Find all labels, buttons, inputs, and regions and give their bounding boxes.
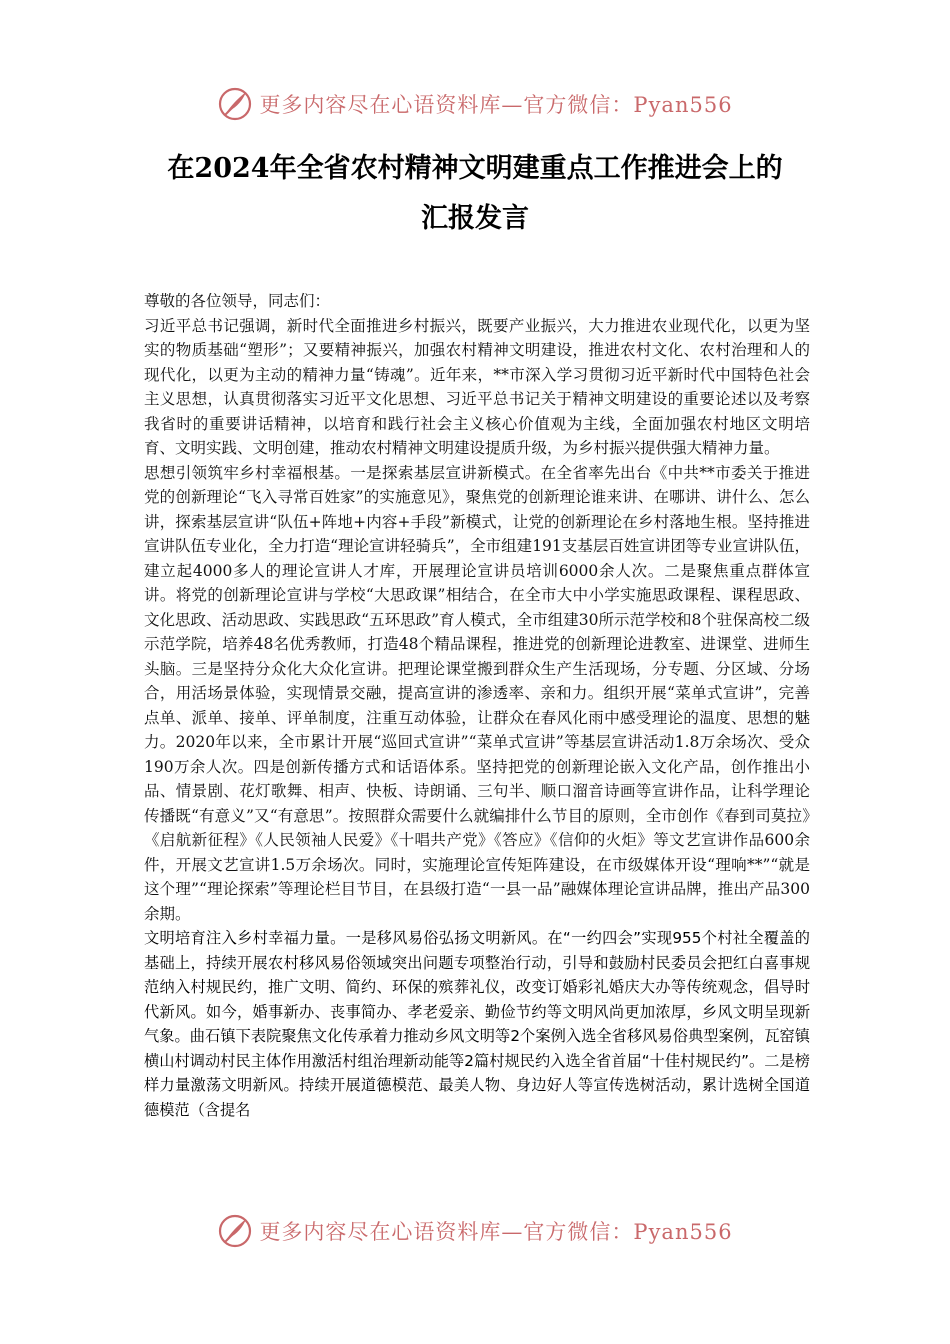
salutation: 尊敬的各位领导，同志们：: [144, 292, 331, 310]
quill-logo-icon: [217, 86, 253, 122]
watermark-text-bottom: 更多内容尽在心语资料库—官方微信：Pyan556: [259, 1220, 733, 1244]
watermark-banner-bottom: [0, 1211, 950, 1251]
watermark-banner-top: [0, 84, 950, 124]
document-title: [110, 144, 840, 244]
title-line-2: 汇报发言: [421, 203, 529, 234]
paragraph-civilization-cultivation: 文明培育注入乡村幸福力量。一是移风易俗弘扬文明新风。在“一约四会”实现955个村社全覆盖的基础上，持续开展农村移风易俗领域突出问题专项整治行动，引导和鼓励村民委员会把红白喜事规范纳入村规民约，推广文明、简约、环保的殡葬礼仪，改变订婚彩礼婚庆大办等传统观念，倡导时代新风。如今，婚事新办、丧事简办、孝老爱亲、勤俭节约等文明风尚更加浓厚，乡风文明呈现新气象。曲石镇下表院聚焦文化传承着力推动乡风文明等2个案例入选全省移风易俗典型案例，瓦窑镇横山村调动村民主体作用激活村组治理新动能等2篇村规民约入选全省首届“十佳村规民约”。二是榜样力量激荡文明新风。持续开展道德模范、最美人物、身边好人等宣传选树活动，累计选树全国道德模范（含提名: [144, 929, 810, 1119]
title-line-1: 在2024年全省农村精神文明建重点工作推进会上的: [167, 153, 783, 184]
watermark-text-top: 更多内容尽在心语资料库—官方微信：Pyan556: [259, 93, 733, 117]
quill-logo-icon: [217, 1213, 253, 1249]
paragraph-intro: 习近平总书记强调，新时代全面推进乡村振兴，既要产业振兴，大力推进农业现代化，以更为坚实的物质基础“塑形”；又要精神振兴，加强农村精神文明建设，推进农村文化、农村治理和人的现代化，以更为主动的精神力量“铸魂”。近年来，**市深入学习贯彻习近平新时代中国特色社会主义思想，认真贯彻落实习近平文化思想、习近平总书记关于精神文明建设的重要论述以及考察我省时的重要讲话精神，以培育和践行社会主义核心价值观为主线，全面加强农村地区文明培育、文明实践、文明创建，推动农村精神文明建设提质升级，为乡村振兴提供强大精神力量。: [144, 316, 810, 457]
paragraph-ideological-guidance: 思想引领筑牢乡村幸福根基。一是探索基层宣讲新模式。在全省率先出台《中共**市委关于推进党的创新理论“飞入寻常百姓家”的实施意见》，聚焦党的创新理论谁来讲、在哪讲、讲什么、怎么讲，探索基层宣讲“队伍+阵地+内容+手段”新模式，让党的创新理论在乡村落地生根。坚持推进宣讲队伍专业化，全力打造“理论宣讲轻骑兵”，全市组建191支基层百姓宣讲团等专业宣讲队伍，建立起4000多人的理论宣讲人才库，开展理论宣讲员培训6000余人次。二是聚焦重点群体宣讲。将党的创新理论宣讲与学校“大思政课”相结合，在全市大中小学实施思政课程、课程思政、文化思政、活动思政、实践思政“五环思政”育人模式，全市组建30所示范学校和8个驻保高校二级示范学院，培养48名优秀教师，打造48个精品课程，推进党的创新理论进教室、进课堂、进师生头脑。三是坚持分众化大众化宣讲。把理论课堂搬到群众生产生活现场，分专题、分区域、分场合，用活场景体验，实现情景交融，提高宣讲的渗透率、亲和力。组织开展“菜单式宣讲”，完善点单、派单、接单、评单制度，注重互动体验，让群众在春风化雨中感受理论的温度、思想的魅力。2020年以来，全市累计开展“巡回式宣讲”“菜单式宣讲”等基层宣讲活动1.8万余场次、受众190万余人次。四是创新传播方式和话语体系。坚持把党的创新理论嵌入文化产品，创作推出小品、情景剧、花灯歌舞、相声、快板、诗朗诵、三句半、顺口溜音诗画等宣讲作品，让科学理论传播既“有意义”又“有意思”。按照群众需要什么就编排什么节目的原则，全市创作《春到司莫拉》《启航新征程》《人民领袖人民爱》《十唱共产党》《答应》《信仰的火炬》等文艺宣讲作品600余件，开展文艺宣讲1.5万余场次。同时，实施理论宣传矩阵建设，在市级媒体开设“理响**”“就是这个理”“理论探索”等理论栏目节目，在县级打造“一县一品”融媒体理论宣讲品牌，推出产品300余期。: [144, 463, 810, 923]
document-body: [144, 289, 810, 1122]
